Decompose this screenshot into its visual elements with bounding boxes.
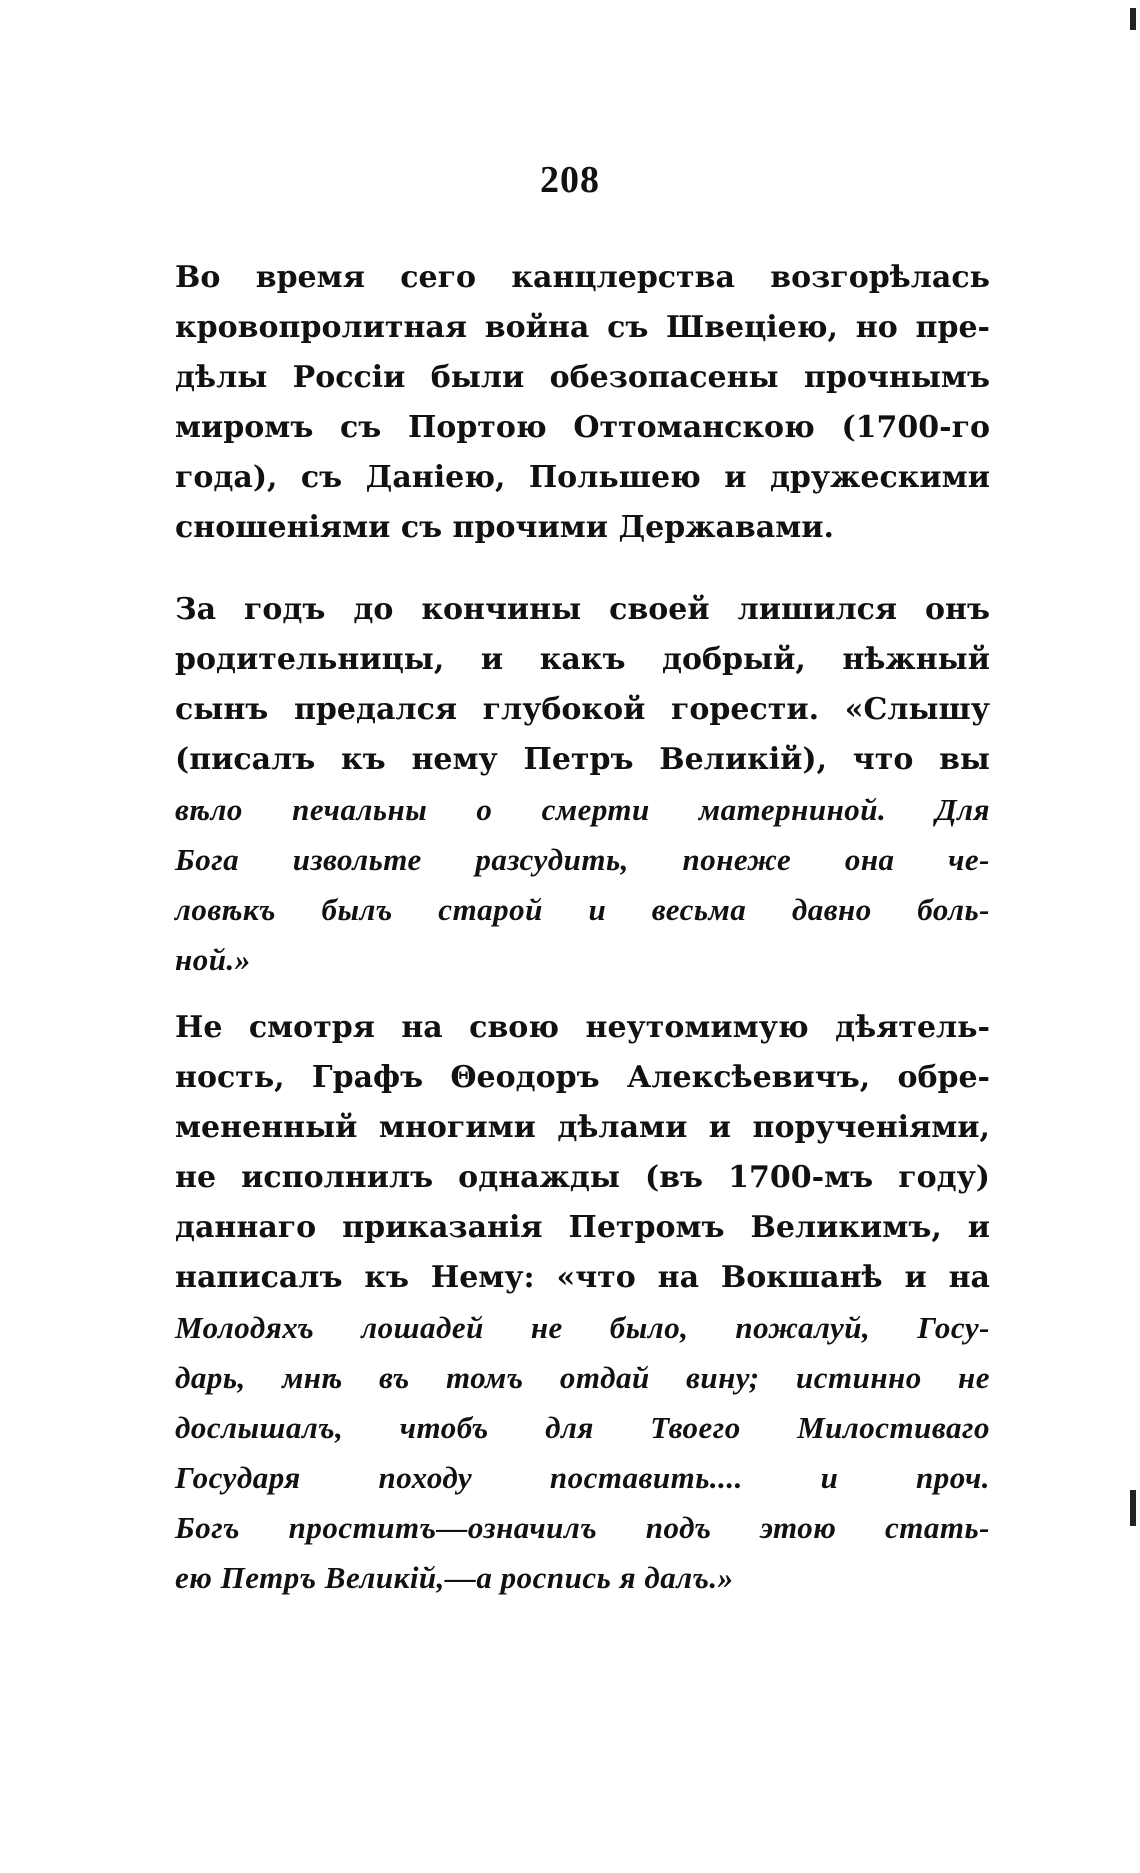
text-line: кровопролитная война съ Швецiею, но пре-	[175, 310, 990, 345]
scan-edge-mark	[1130, 8, 1136, 30]
text-line: написалъ къ Нему: «что на Вокшанѣ и на	[175, 1260, 990, 1295]
text-line: ность, Графъ Θеодоръ Алексѣевичъ, обре-	[175, 1060, 990, 1095]
text-line: Не смотря на свою неутомимую дѣятель-	[175, 1010, 990, 1045]
paragraph-1	[175, 253, 990, 553]
text-line: Государя походу поставить.... и проч.	[175, 1460, 990, 1495]
text-line: дослышалъ, чтобъ для Твоего Милостиваго	[175, 1410, 990, 1445]
text-line: вѣло печальны о смерти матерниной. Для	[175, 792, 990, 827]
text-line: ловѣкъ былъ старой и весьма давно боль-	[175, 892, 990, 927]
paragraph-2	[175, 585, 990, 985]
scan-edge-mark	[1130, 1490, 1136, 1526]
text-line: За годъ до кончины своей лишился онъ	[175, 592, 990, 627]
text-line: года), съ Данiею, Польшею и дружескими	[175, 460, 990, 495]
text-line: сношенiями съ прочими Державами.	[175, 510, 834, 545]
text-line: сынъ предался глубокой горести. «Слышу	[175, 692, 990, 727]
text-line: Во время сего канцлерства возгорѣлась	[175, 260, 990, 295]
text-line: дѣлы Россiи были обезопасены прочнымъ	[175, 360, 990, 395]
text-line: Бога извольте разсудить, понеже она че-	[175, 842, 990, 877]
text-line: ею Петръ Великiй,—а роспись я далъ.»	[175, 1560, 734, 1595]
text-line: Молодяхъ лошадей не было, пожалуй, Госу-	[175, 1310, 990, 1345]
text-line: Богъ проститъ—означилъ подъ этою стать-	[175, 1510, 990, 1545]
text-line: (писалъ къ нему Петръ Великiй), что вы	[175, 742, 990, 777]
text-line: ной.»	[175, 942, 251, 977]
text-line: дарь, мнѣ въ томъ отдай вину; истинно не	[175, 1360, 990, 1395]
text-line: мененный многими дѣлами и порученiями,	[175, 1110, 990, 1145]
text-line: родительницы, и какъ добрый, нѣжный	[175, 642, 990, 677]
text-line: не исполнилъ однажды (въ 1700-мъ году)	[175, 1160, 990, 1195]
paragraph-3	[175, 1003, 990, 1603]
text-line: даннаго приказанiя Петромъ Великимъ, и	[175, 1210, 990, 1245]
page-number: 208	[540, 159, 600, 201]
text-line: миромъ съ Портою Оттоманскою (1700-го	[175, 410, 990, 445]
